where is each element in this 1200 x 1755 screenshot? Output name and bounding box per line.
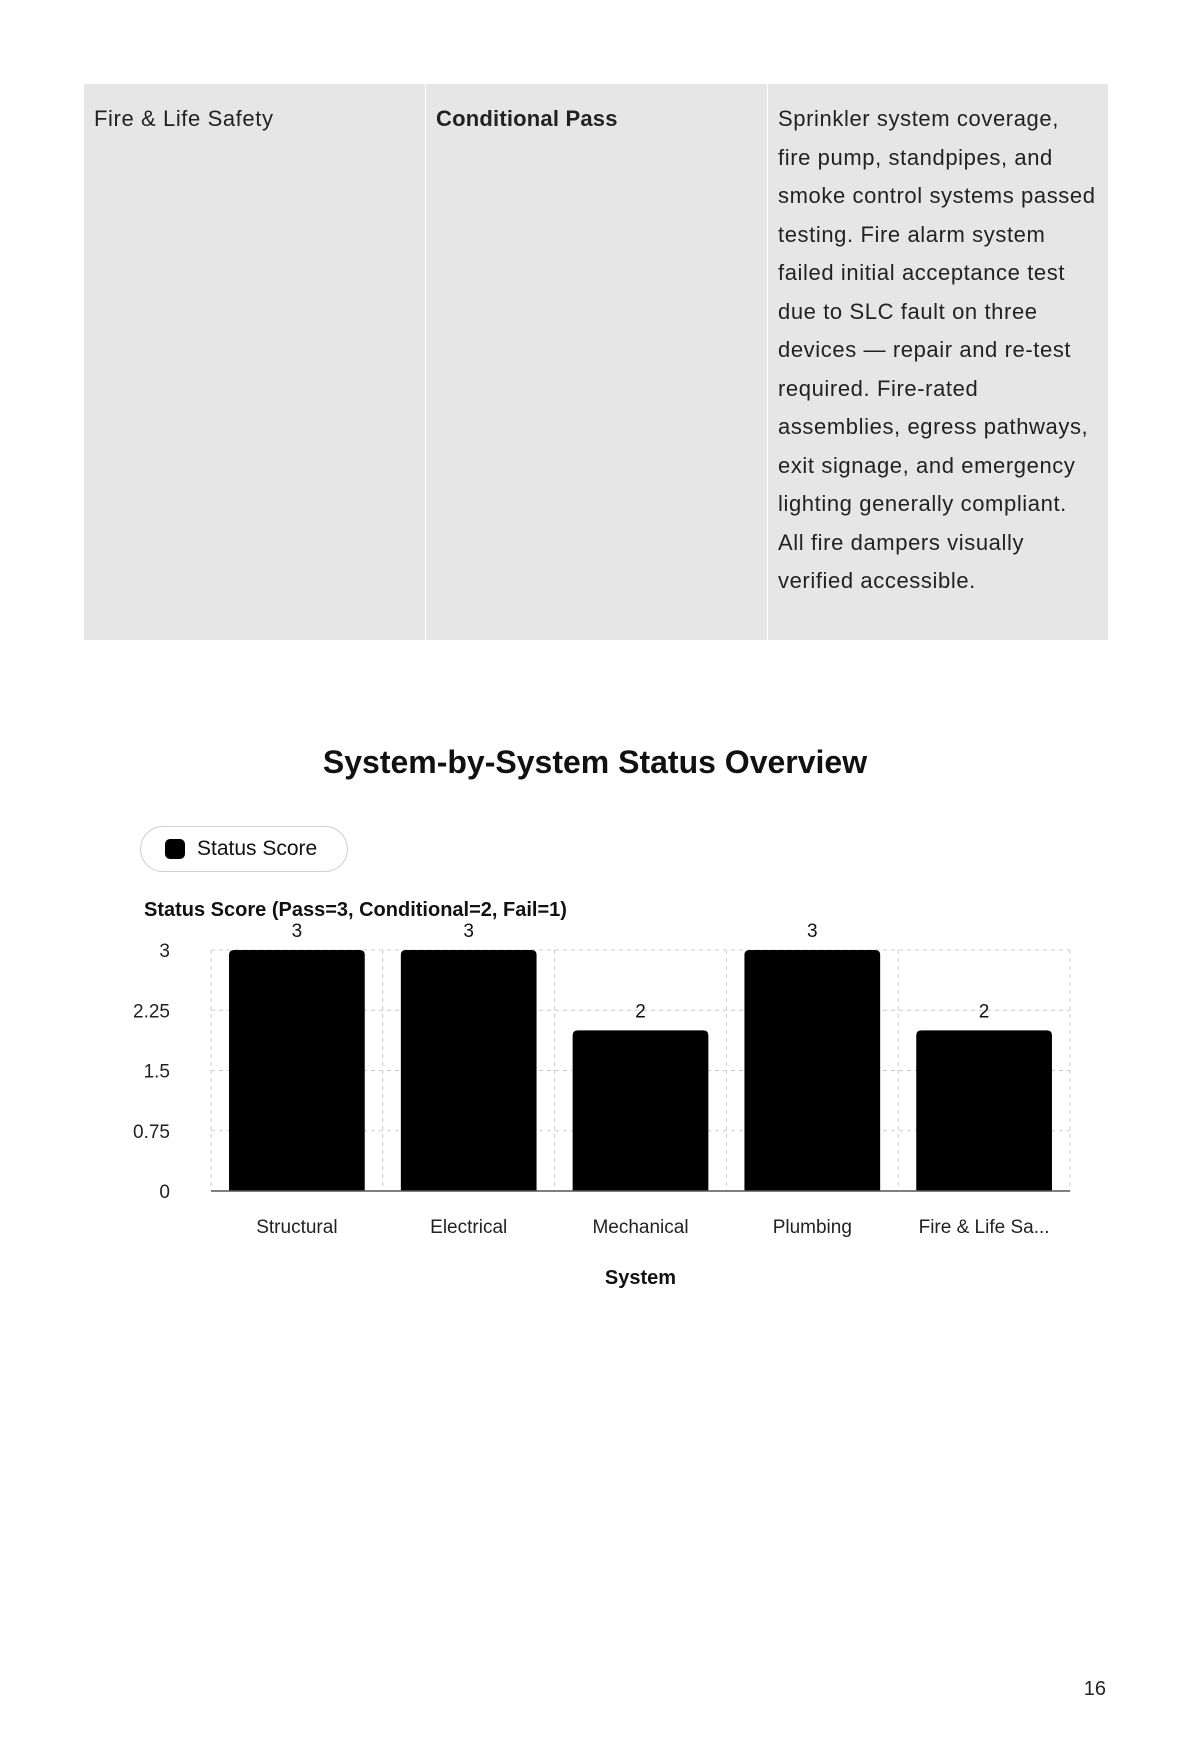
bar	[744, 950, 880, 1191]
y-tick-label: 0.75	[133, 1121, 170, 1143]
bar-chart	[0, 880, 1200, 1300]
bar	[401, 950, 537, 1191]
inspection-table	[84, 84, 1108, 640]
bar-value-label: 3	[463, 921, 474, 942]
cell-notes: Sprinkler system coverage, fire pump, standpipes, and smoke control systems passed testing. Fire alarm system failed initial acceptance test due to SLC fault on three devices — repair and re-test required. Fire-rated assemblies, egress pathways, exit signage, and emergency lighting generally compliant. All fire dampers visually verified accessible.	[767, 84, 1108, 640]
bar	[229, 950, 365, 1191]
bar-value-label: 3	[291, 921, 303, 942]
x-tick-label: Electrical	[430, 1217, 508, 1238]
x-tick-label: Plumbing	[772, 1217, 852, 1238]
y-axis-title: Status Score (Pass=3, Conditional=2, Fail=1)	[144, 899, 567, 921]
x-tick-label: Structural	[256, 1217, 338, 1238]
bar-value-label: 3	[807, 921, 818, 942]
y-tick-label: 3	[159, 941, 170, 962]
bar-value-label: 2	[978, 1001, 990, 1023]
legend-swatch	[165, 839, 185, 859]
y-tick-label: 2.25	[133, 1001, 170, 1023]
bar-value-label: 2	[635, 1001, 646, 1023]
cell-status: Conditional Pass	[425, 84, 767, 640]
x-axis-title: System	[604, 1267, 677, 1289]
cell-system: Fire & Life Safety	[94, 106, 274, 131]
legend-label: Status Score	[197, 837, 318, 860]
y-tick-label: 1.5	[143, 1061, 170, 1083]
x-tick-label: Fire & Life Sa...	[918, 1217, 1050, 1238]
x-tick-label: Mechanical	[592, 1217, 689, 1238]
bar	[916, 1030, 1052, 1191]
chart-title: System-by-System Status Overview	[322, 744, 868, 780]
y-tick-label: 0	[159, 1182, 170, 1203]
chart-legend[interactable]	[140, 826, 348, 872]
bar	[573, 1030, 709, 1191]
page-number: 16	[1083, 1678, 1106, 1700]
